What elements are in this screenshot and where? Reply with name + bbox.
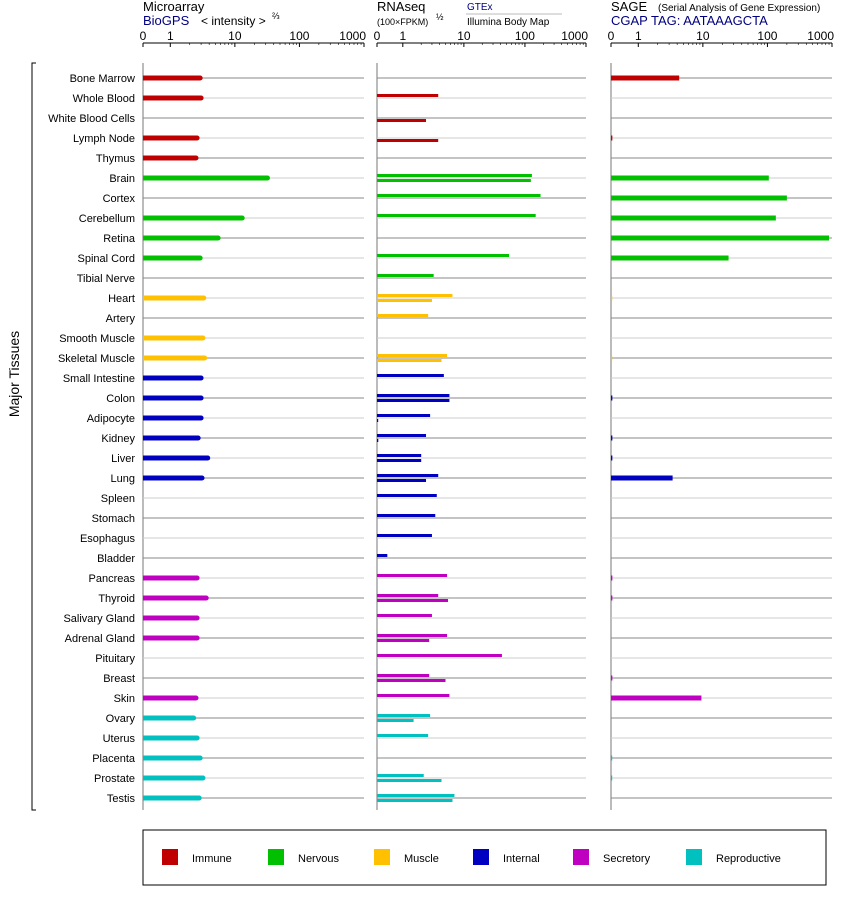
gtex-link[interactable]: GTEx [467,2,493,13]
sage-bar [611,476,673,481]
microarray-bar-cap [191,716,196,721]
microarray-bar [143,376,201,381]
tissue-label: Skeletal Muscle [57,353,135,365]
axis-tick-label: 100 [757,29,778,43]
legend-swatch-nervous [268,849,284,865]
illumina-bar [377,639,429,642]
biogps-link[interactable]: BioGPS [143,13,190,28]
microarray-bar [143,96,201,101]
tissue-label: Stomach [91,513,135,525]
tissue-label: Brain [109,173,135,185]
microarray-bar-cap [195,576,200,581]
legend-label-nervous: Nervous [298,853,339,865]
axis-tick-label: 100 [289,29,310,43]
tissue-label: Salivary Gland [63,613,135,625]
tissue-label: Cerebellum [78,213,135,225]
microarray-title: Microarray [143,0,205,14]
tissue-label: Small Intestine [62,373,135,385]
tissue-label: Thyroid [98,593,135,605]
gtex-bar [377,354,447,357]
rnaseq-title: RNAseq [377,0,426,14]
microarray-bar [143,696,196,701]
legend-label-reproductive: Reproductive [716,853,781,865]
microarray-bar [143,776,203,781]
tissue-label: Prostate [94,773,135,785]
y-axis-label: Major Tissues [6,330,22,418]
tissue-label: Colon [106,393,135,405]
axis-tick-label: 1 [166,29,174,43]
tissue-label: Bone Marrow [69,73,135,85]
microarray-bar [143,456,208,461]
tissue-label: Bladder [97,553,135,565]
gtex-bar [377,434,426,437]
microarray-bar-cap [199,96,204,101]
sage-bar [611,136,612,141]
tissue-label: White Blood Cells [48,113,135,125]
microarray-bar [143,216,242,221]
microarray-bar [143,236,218,241]
tissue-label: Testis [106,793,135,805]
microarray-bar-cap [197,796,202,801]
gtex-bar [377,794,454,797]
axis-tick-label: 100 [514,29,535,43]
microarray-bar-cap [193,696,198,701]
tissue-label: Pituitary [95,653,135,665]
gtex-bar [377,494,437,497]
microarray-bar [143,756,200,761]
legend [143,830,826,885]
illumina-bar [377,119,426,122]
gtex-bar [377,254,509,257]
microarray-bar-cap [195,616,200,621]
gtex-bar [377,594,438,597]
tissue-label: Retina [103,233,135,245]
cgap-tag-link[interactable]: CGAP TAG: AATAAAGCTA [611,13,768,28]
microarray-bar [143,416,201,421]
gtex-bar [377,454,421,457]
sage-bar [611,256,729,261]
gtex-bar [377,314,428,317]
gtex-bar [377,674,429,677]
tissue-bracket [32,63,36,810]
gtex-bar [377,214,536,217]
legend-swatch-muscle [374,849,390,865]
microarray-bar-cap [195,736,200,741]
sage-bar [611,456,612,461]
gtex-bar [377,294,452,297]
axis-tick-label: 0 [607,29,615,43]
sage-bar [611,436,612,441]
microarray-bar [143,396,201,401]
microarray-bar-cap [199,416,204,421]
panel-headers [143,0,820,28]
tissue-label: Cortex [102,193,135,205]
microarray-bar-cap [265,176,270,181]
axis-tick-label: 1 [399,29,407,43]
tissue-label: Ovary [105,713,135,725]
illumina-bar [377,679,445,682]
microarray-bar [143,576,197,581]
gtex-bar [377,474,438,477]
axis-tick-label: 0 [139,29,147,43]
legend-swatch-internal [473,849,489,865]
microarray-bar-cap [200,776,205,781]
microarray-bar-cap [198,756,203,761]
tissue-label: Lymph Node [73,133,135,145]
microarray-bar-cap [198,76,203,81]
sage-bar [611,216,776,221]
tissue-label: Skin [113,693,135,705]
illumina-bar [377,139,438,142]
tissue-label: Thymus [95,153,135,165]
microarray-bar-cap [205,456,210,461]
microarray-bar [143,156,196,161]
microarray-bar [143,336,203,341]
microarray-unit-exponent: ⅔ [272,11,280,21]
sage-bar [611,76,679,81]
tissue-label: Adipocyte [86,413,135,425]
axis-tick-label: 0 [373,29,381,43]
tissue-label: Whole Blood [72,93,135,105]
tissue-label: Esophagus [79,533,135,545]
axis-tick-label: 1 [634,29,642,43]
microarray-bar-cap [200,476,205,481]
tissue-label: Breast [103,673,135,685]
gtex-bar [377,94,438,97]
illumina-body-map-label: Illumina Body Map [467,17,550,28]
axis-tick-label: 1000 [561,29,588,43]
sage-bar [611,756,612,761]
sage-bar [611,776,612,781]
illumina-bar [377,399,449,402]
microarray-bar-cap [196,436,201,441]
legend-swatch-secretory [573,849,589,865]
microarray-bar-cap [240,216,245,221]
sage-bar [611,196,787,201]
legend-label-internal: Internal [503,853,540,865]
microarray-bar [143,736,197,741]
microarray-bar [143,256,200,261]
microarray-bar-cap [204,596,209,601]
microarray-bar-cap [193,156,198,161]
gtex-bar [377,574,447,577]
sage-title-note: (Serial Analysis of Gene Expression) [658,3,821,14]
tissue-label: Adrenal Gland [64,633,135,645]
expression-bars [143,76,829,803]
microarray-bar-cap [201,296,206,301]
legend-swatch-reproductive [686,849,702,865]
gtex-bar [377,274,434,277]
microarray-bar-cap [199,396,204,401]
illumina-bar [377,719,414,722]
sage-bar [611,676,612,681]
gtex-bar [377,194,541,197]
gtex-bar [377,554,387,557]
tissue-label: Artery [105,313,135,325]
sage-bar [611,696,701,701]
gtex-bar [377,414,430,417]
axis-tick-label: 10 [457,29,471,43]
sage-bar [611,236,829,241]
microarray-bar-cap [195,636,200,641]
microarray-bar [143,616,197,621]
microarray-bar [143,76,200,81]
microarray-unit: < intensity > [201,14,266,28]
sage-bar [611,596,612,601]
axis-tick-label: 10 [228,29,242,43]
sage-bar [611,356,612,361]
microarray-bar [143,296,204,301]
gtex-bar [377,714,430,717]
microarray-bar-cap [199,376,204,381]
illumina-bar [377,459,421,462]
tissue-label: Smooth Muscle [59,333,135,345]
axis-tick-label: 1000 [807,29,834,43]
microarray-bar-cap [195,136,200,141]
illumina-bar [377,479,426,482]
microarray-bar-cap [202,356,207,361]
microarray-bar [143,636,197,641]
illumina-bar [377,419,378,422]
illumina-bar [377,799,452,802]
tissue-label: Placenta [92,753,135,765]
gtex-bar [377,734,428,737]
microarray-bar [143,136,197,141]
microarray-bar [143,176,267,181]
microarray-bar-cap [200,336,205,341]
axis-tick-label: 10 [696,29,710,43]
rnaseq-unit: (100×FPKM) [377,17,429,27]
microarray-bar-cap [216,236,221,241]
tissue-label: Heart [108,293,135,305]
microarray-bar [143,796,199,801]
sage-title: SAGE [611,0,648,14]
gtex-bar [377,534,432,537]
legend-swatch-immune [162,849,178,865]
gtex-bar [377,634,447,637]
illumina-bar [377,299,432,302]
illumina-bar [377,439,378,442]
tissue-label: Pancreas [88,573,135,585]
illumina-bar [377,779,441,782]
tissue-label: Kidney [101,433,135,445]
tissue-label: Lung [110,473,135,485]
microarray-bar-cap [198,256,203,261]
gtex-bar [377,774,424,777]
gtex-bar [377,614,432,617]
microarray-bar [143,356,205,361]
gtex-bar [377,694,449,697]
gtex-bar [377,514,435,517]
illumina-bar [377,359,441,362]
legend-label-muscle: Muscle [404,853,439,865]
legend-label-immune: Immune [192,853,232,865]
tissue-label: Spleen [100,493,135,505]
sage-bar [611,296,612,301]
gtex-bar [377,654,502,657]
sage-bar [611,396,612,401]
microarray-bar [143,436,198,441]
sage-bar [611,576,612,581]
gtex-bar [377,394,449,397]
legend-label-secretory: Secretory [603,853,651,865]
sage-bar [611,176,769,181]
rnaseq-unit-exponent: ½ [436,12,444,22]
axis-tick-label: 1000 [339,29,366,43]
microarray-bar [143,476,202,481]
illumina-bar [377,179,531,182]
tissue-label: Spinal Cord [77,253,135,265]
microarray-bar [143,596,206,601]
tissue-label: Tibial Nerve [76,273,135,285]
illumina-bar [377,599,448,602]
tissue-label: Liver [111,453,135,465]
microarray-bar [143,716,194,721]
gtex-bar [377,374,444,377]
tissue-label: Uterus [102,733,135,745]
gtex-bar [377,174,532,177]
